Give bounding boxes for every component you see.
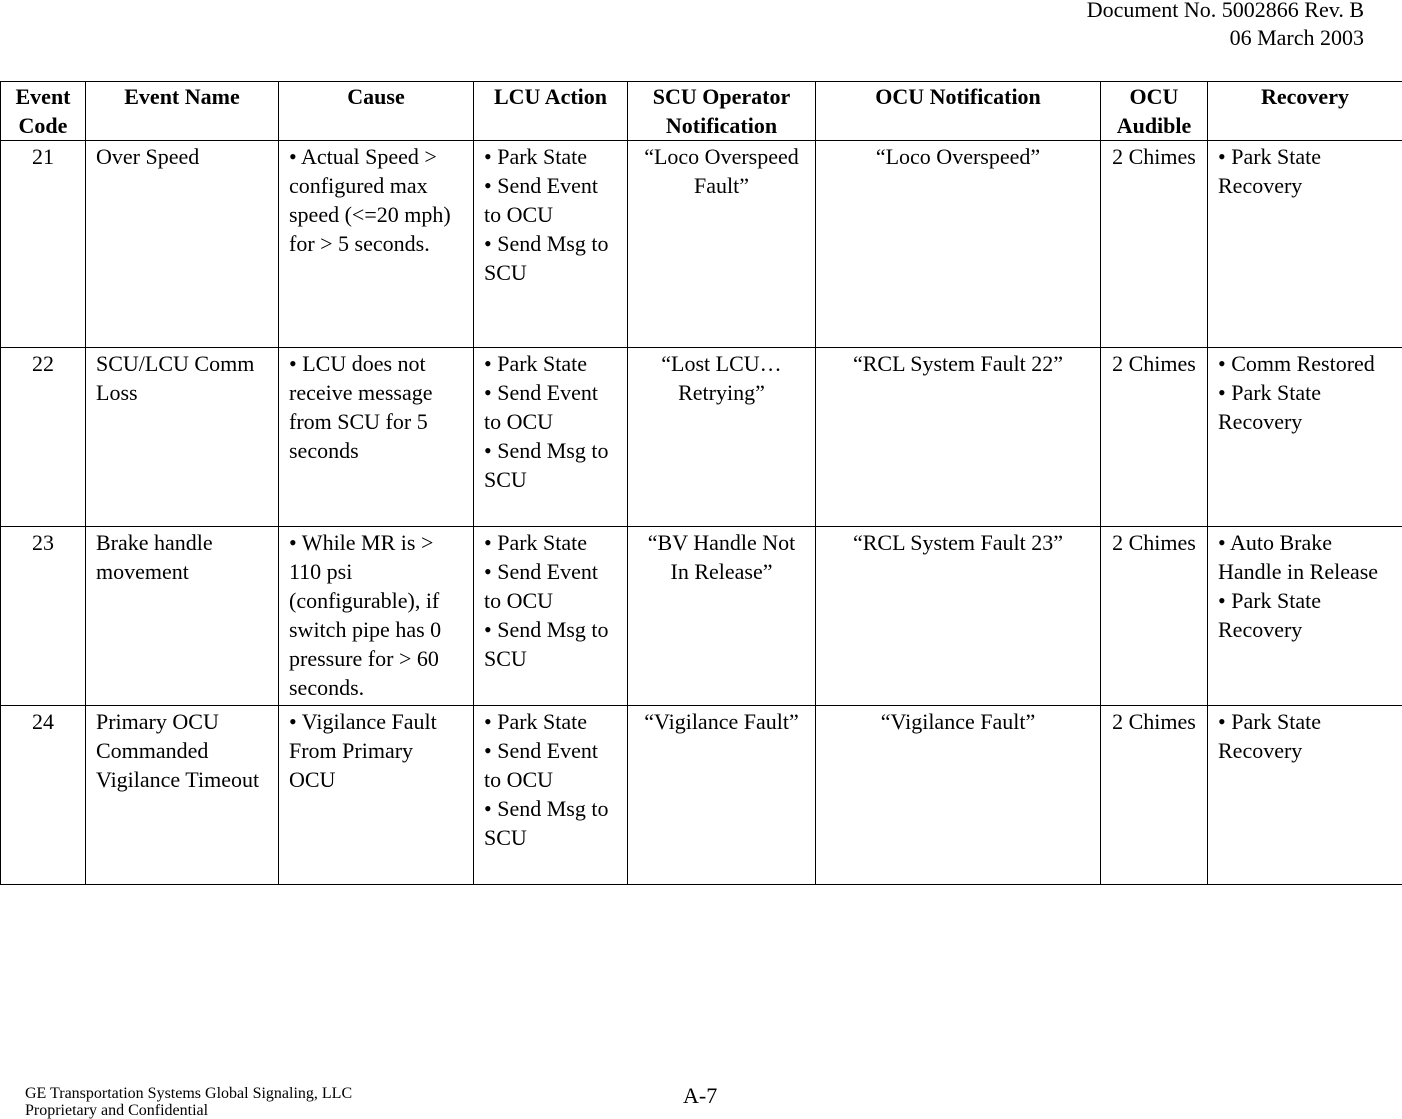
event-code-cell: 22 [1, 348, 86, 527]
event-name-cell: Brake handle movement [86, 527, 279, 706]
scu-notification-cell: “Vigilance Fault” [628, 706, 816, 885]
event-code-cell: 23 [1, 527, 86, 706]
footer-confidentiality: Proprietary and Confidential [25, 1102, 209, 1119]
event-name-cell: SCU/LCU Comm Loss [86, 348, 279, 527]
footer-company: GE Transportation Systems Global Signaling, LLC [25, 1085, 353, 1102]
header-ocu-notification: OCU Notification [816, 82, 1101, 141]
event-table [0, 81, 1402, 885]
table-row [1, 141, 1402, 348]
ocu-audible-cell: 2 Chimes [1101, 348, 1208, 527]
table-header-row [1, 82, 1402, 141]
cause-cell: • Actual Speed > configured max speed (<=20 mph) for > 5 seconds. [279, 141, 474, 348]
lcu-action-cell: • Park State • Send Event to OCU • Send Msg to SCU [474, 141, 628, 348]
lcu-action-cell: • Park State • Send Event to OCU • Send Msg to SCU [474, 527, 628, 706]
cause-cell: • Vigilance Fault From Primary OCU [279, 706, 474, 885]
header-cause: Cause [279, 82, 474, 141]
header-scu-notification: SCU Operator Notification [628, 82, 816, 141]
ocu-audible-cell: 2 Chimes [1101, 141, 1208, 348]
ocu-notification-cell: “Vigilance Fault” [816, 706, 1101, 885]
lcu-action-cell: • Park State • Send Event to OCU • Send Msg to SCU [474, 348, 628, 527]
page-number: A-7 [683, 1083, 718, 1108]
table-row [1, 527, 1402, 706]
document-number: Document No. 5002866 Rev. B [1086, 0, 1364, 22]
lcu-action-cell: • Park State • Send Event to OCU • Send Msg to SCU [474, 706, 628, 885]
recovery-cell: • Park State Recovery [1208, 141, 1402, 348]
event-code-cell: 21 [1, 141, 86, 348]
ocu-notification-cell: “Loco Overspeed” [816, 141, 1101, 348]
header-event-code: Event Code [1, 82, 86, 141]
event-name-cell: Primary OCU Commanded Vigilance Timeout [86, 706, 279, 885]
header-ocu-audible: OCU Audible [1101, 82, 1208, 141]
recovery-cell: • Park State Recovery [1208, 706, 1402, 885]
event-name-cell: Over Speed [86, 141, 279, 348]
document-date: 06 March 2003 [1229, 25, 1364, 50]
table-row [1, 348, 1402, 527]
scu-notification-cell: “Lost LCU…Retrying” [628, 348, 816, 527]
ocu-notification-cell: “RCL System Fault 23” [816, 527, 1101, 706]
document-header [1087, 0, 1364, 52]
ocu-notification-cell: “RCL System Fault 22” [816, 348, 1101, 527]
recovery-cell: • Comm Restored • Park State Recovery [1208, 348, 1402, 527]
scu-notification-cell: “BV Handle Not In Release” [628, 527, 816, 706]
header-recovery: Recovery [1208, 82, 1402, 141]
cause-cell: • LCU does not receive message from SCU for 5 seconds [279, 348, 474, 527]
scu-notification-cell: “Loco Overspeed Fault” [628, 141, 816, 348]
ocu-audible-cell: 2 Chimes [1101, 706, 1208, 885]
footer-company-block [25, 1085, 352, 1119]
ocu-audible-cell: 2 Chimes [1101, 527, 1208, 706]
cause-cell: • While MR is > 110 psi (configurable), if switch pipe has 0 pressure for > 60 seconds. [279, 527, 474, 706]
event-code-cell: 24 [1, 706, 86, 885]
header-lcu-action: LCU Action [474, 82, 628, 141]
header-event-name: Event Name [86, 82, 279, 141]
table-row [1, 706, 1402, 885]
recovery-cell: • Auto Brake Handle in Release • Park State Recovery [1208, 527, 1402, 706]
